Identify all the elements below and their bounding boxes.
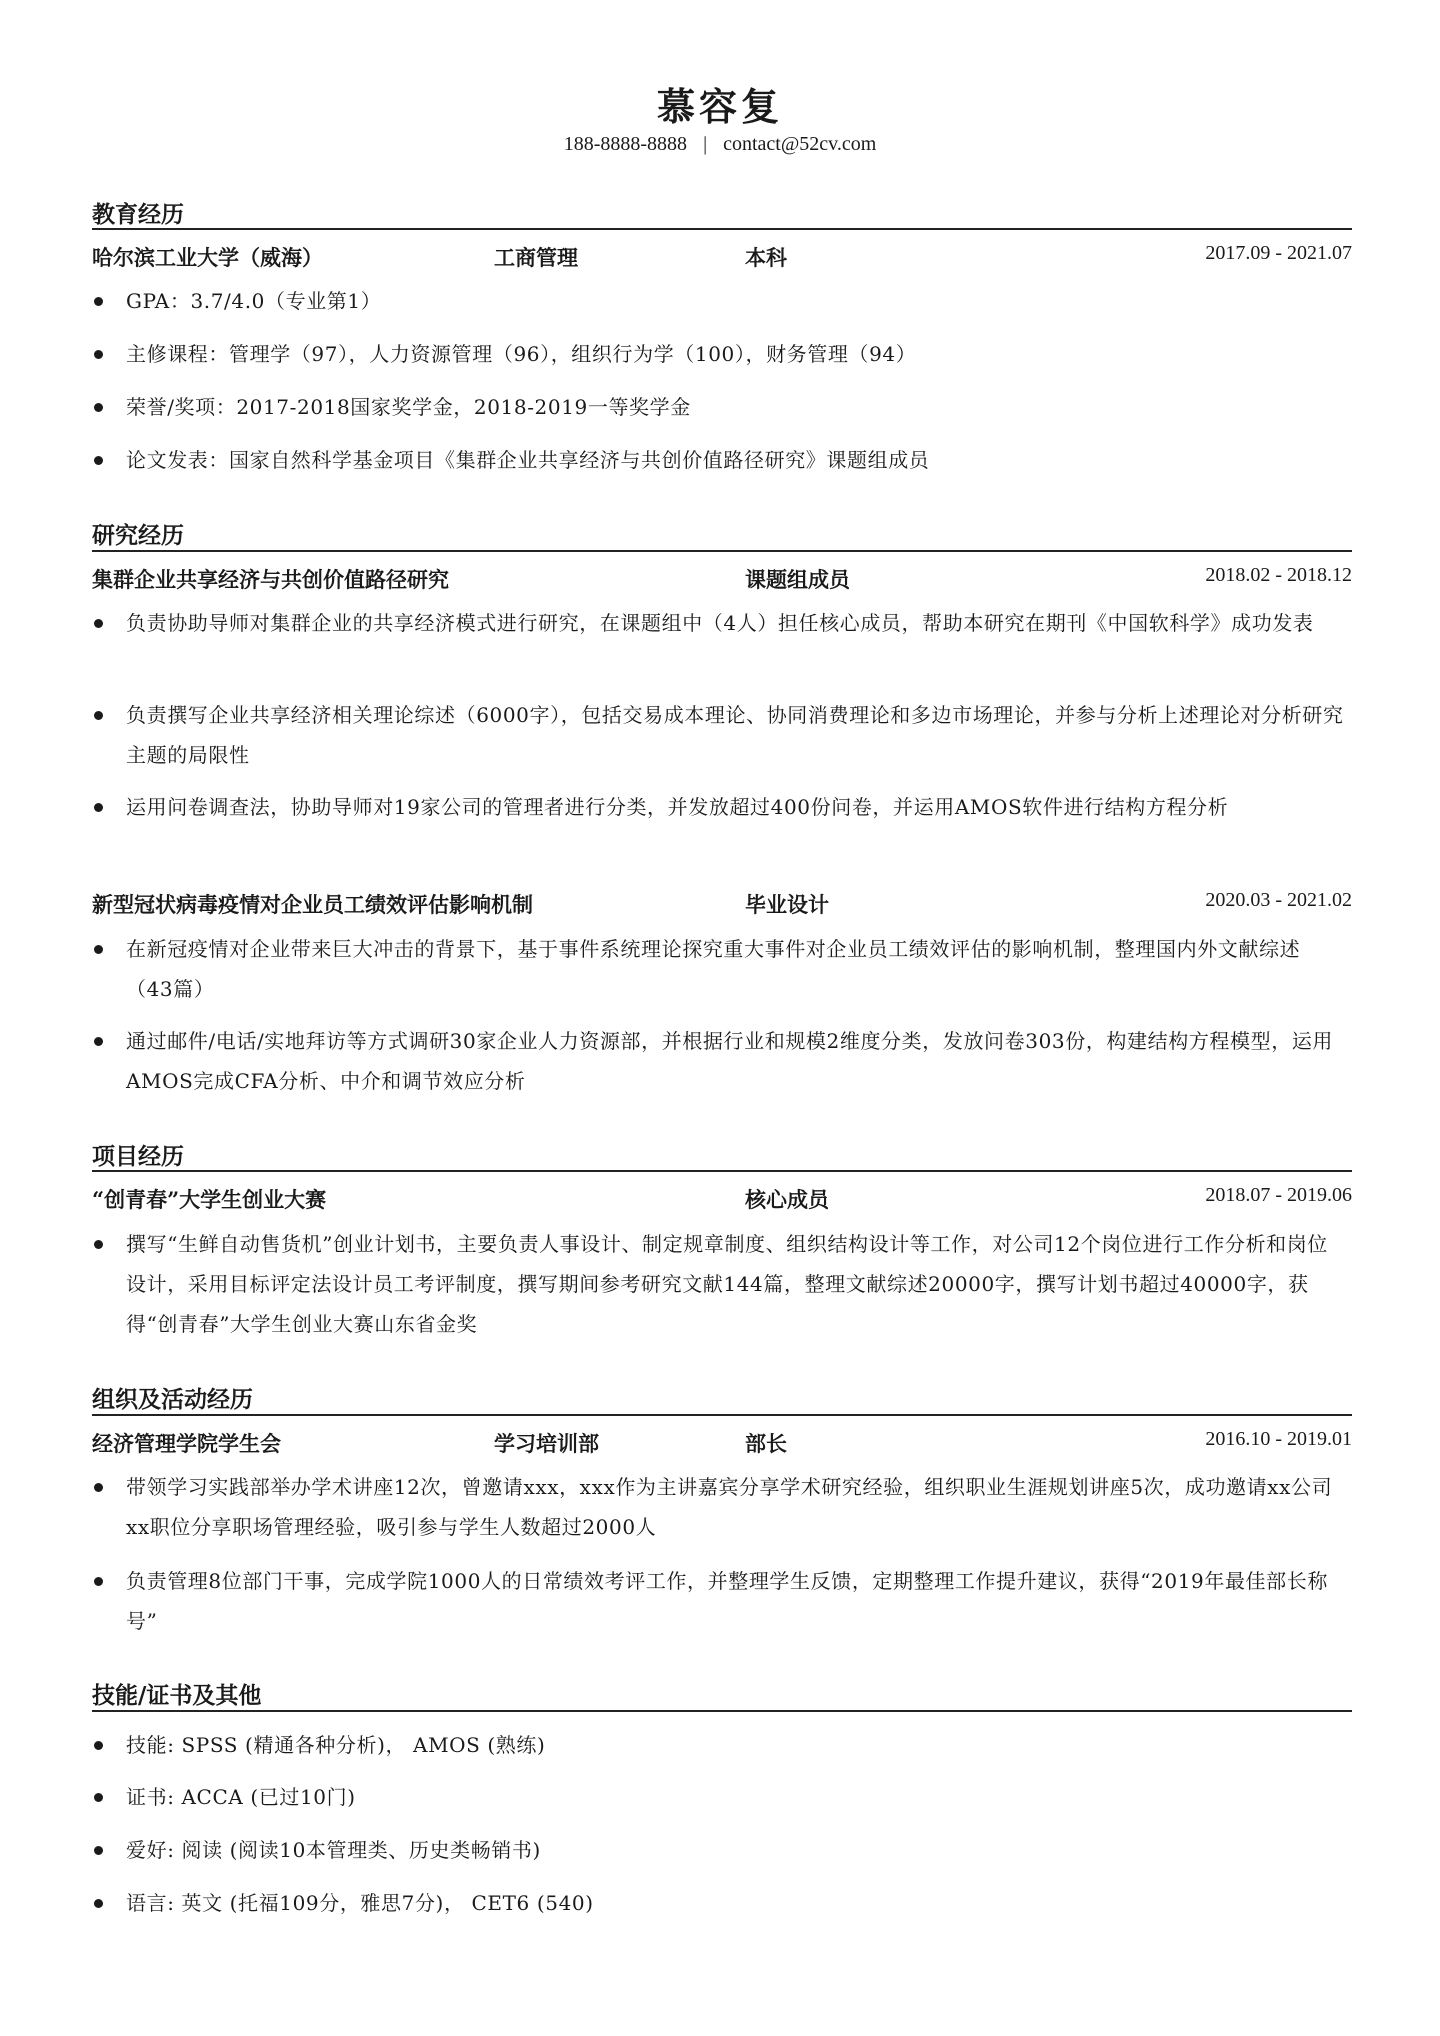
bullet-icon [94,619,103,628]
research-entry [92,564,1352,596]
date-range: 2018.07 - 2019.06 [1205,1184,1352,1206]
section-divider [92,550,1352,552]
list-item: 运用问卷调查法，协助导师对19家公司的管理者进行分类，并发放超过400份问卷，并运用AMOS软件进行结构方程分析 [92,787,1347,827]
list-item: GPA：3.7/4.0（专业第1） [92,281,1347,321]
department: 学习培训部 [494,1431,599,1456]
bullet-icon [94,1741,103,1750]
activity-entry [92,1428,1352,1460]
bullet-icon [94,403,103,412]
list-item: 负责管理8位部门干事，完成学院1000人的日常绩效考评工作，并整理学生反馈，定期整理工作提升建议，获得“2019年最佳部长称号” [92,1561,1347,1641]
role: 部长 [745,1431,787,1456]
date-range: 2017.09 - 2021.07 [1205,242,1352,264]
bullet-icon [94,297,103,306]
section-divider [92,228,1352,230]
section-title-activities: 组织及活动经历 [92,1386,253,1413]
school-name: 哈尔滨工业大学（威海） [92,245,323,270]
research-entry [92,889,1352,921]
bullet-icon [94,1793,103,1802]
list-item: 证书: ACCA (已过10门) [92,1777,1347,1817]
section-divider [92,1414,1352,1416]
project-name: 新型冠状病毒疫情对企业员工绩效评估影响机制 [92,892,533,917]
bullet-icon [94,1240,103,1249]
list-item: 带领学习实践部举办学术讲座12次，曾邀请xxx，xxx作为主讲嘉宾分享学术研究经验，组织职业生涯规划讲座5次，成功邀请xx公司xx职位分享职场管理经验，吸引参与学生人数超过2000人 [92,1467,1347,1547]
bullet-icon [94,350,103,359]
date-range: 2016.10 - 2019.01 [1205,1428,1352,1450]
education-entry [92,242,1352,274]
bullet-icon [94,1899,103,1908]
project-entry [92,1184,1352,1216]
list-item: 在新冠疫情对企业带来巨大冲击的背景下，基于事件系统理论探究重大事件对企业员工绩效评估的影响机制，整理国内外文献综述（43篇） [92,929,1347,1009]
bullet-icon [94,1037,103,1046]
bullet-icon [94,1846,103,1855]
role: 核心成员 [745,1187,829,1212]
bullet-icon [94,456,103,465]
section-title-skills: 技能/证书及其他 [92,1682,262,1709]
bullet-icon [94,1577,103,1586]
bullet-icon [94,803,103,812]
phone: 188-8888-8888 [563,133,688,155]
list-item: 通过邮件/电话/实地拜访等方式调研30家企业人力资源部，并根据行业和规模2维度分类，发放问卷303份，构建结构方程模型，运用AMOS完成CFA分析、中介和调节效应分析 [92,1021,1347,1101]
section-divider [92,1710,1352,1712]
list-item: 技能: SPSS (精通各种分析)， AMOS (熟练) [92,1725,1347,1765]
contact-separator: | [703,133,708,155]
date-range: 2020.03 - 2021.02 [1205,889,1352,911]
section-title-projects: 项目经历 [92,1143,184,1170]
role: 毕业设计 [745,892,829,917]
section-title-education: 教育经历 [92,201,184,228]
list-item: 撰写“生鲜自动售货机”创业计划书，主要负责人事设计、制定规章制度、组织结构设计等工作，对公司12个岗位进行工作分析和岗位设计，采用目标评定法设计员工考评制度，撰写期间参考研究文献144篇，整理文献综述20000字，撰写计划书超过40000字，获得“创青春”大学生创业大赛山东省金奖 [92,1224,1347,1344]
degree: 本科 [745,245,787,270]
bullet-icon [94,945,103,954]
date-range: 2018.02 - 2018.12 [1205,564,1352,586]
list-item: 论文发表：国家自然科学基金项目《集群企业共享经济与共创价值路径研究》课题组成员 [92,440,1347,480]
list-item: 主修课程：管理学（97），人力资源管理（96），组织行为学（100），财务管理（94） [92,334,1347,374]
section-divider [92,1170,1352,1172]
role: 课题组成员 [745,567,850,592]
list-item: 语言: 英文 (托福109分，雅思7分)， CET6 (540) [92,1883,1347,1923]
major: 工商管理 [494,245,578,270]
project-name: 集群企业共享经济与共创价值路径研究 [92,567,449,592]
list-item: 负责撰写企业共享经济相关理论综述（6000字），包括交易成本理论、协同消费理论和多边市场理论，并参与分析上述理论对分析研究主题的局限性 [92,695,1347,775]
email: contact@52cv.com [723,133,877,155]
candidate-name: 慕容复 [656,84,783,129]
organization: 经济管理学院学生会 [92,1431,281,1456]
section-title-research: 研究经历 [92,522,184,549]
project-name: “创青春”大学生创业大赛 [92,1187,327,1212]
list-item: 负责协助导师对集群企业的共享经济模式进行研究，在课题组中（4人）担任核心成员，帮助本研究在期刊《中国软科学》成功发表 [92,603,1347,643]
bullet-icon [94,1483,103,1492]
list-item: 爱好: 阅读 (阅读10本管理类、历史类畅销书) [92,1830,1347,1870]
bullet-icon [94,711,103,720]
list-item: 荣誉/奖项：2017-2018国家奖学金，2018-2019一等奖学金 [92,387,1347,427]
contact-line [0,133,1440,156]
